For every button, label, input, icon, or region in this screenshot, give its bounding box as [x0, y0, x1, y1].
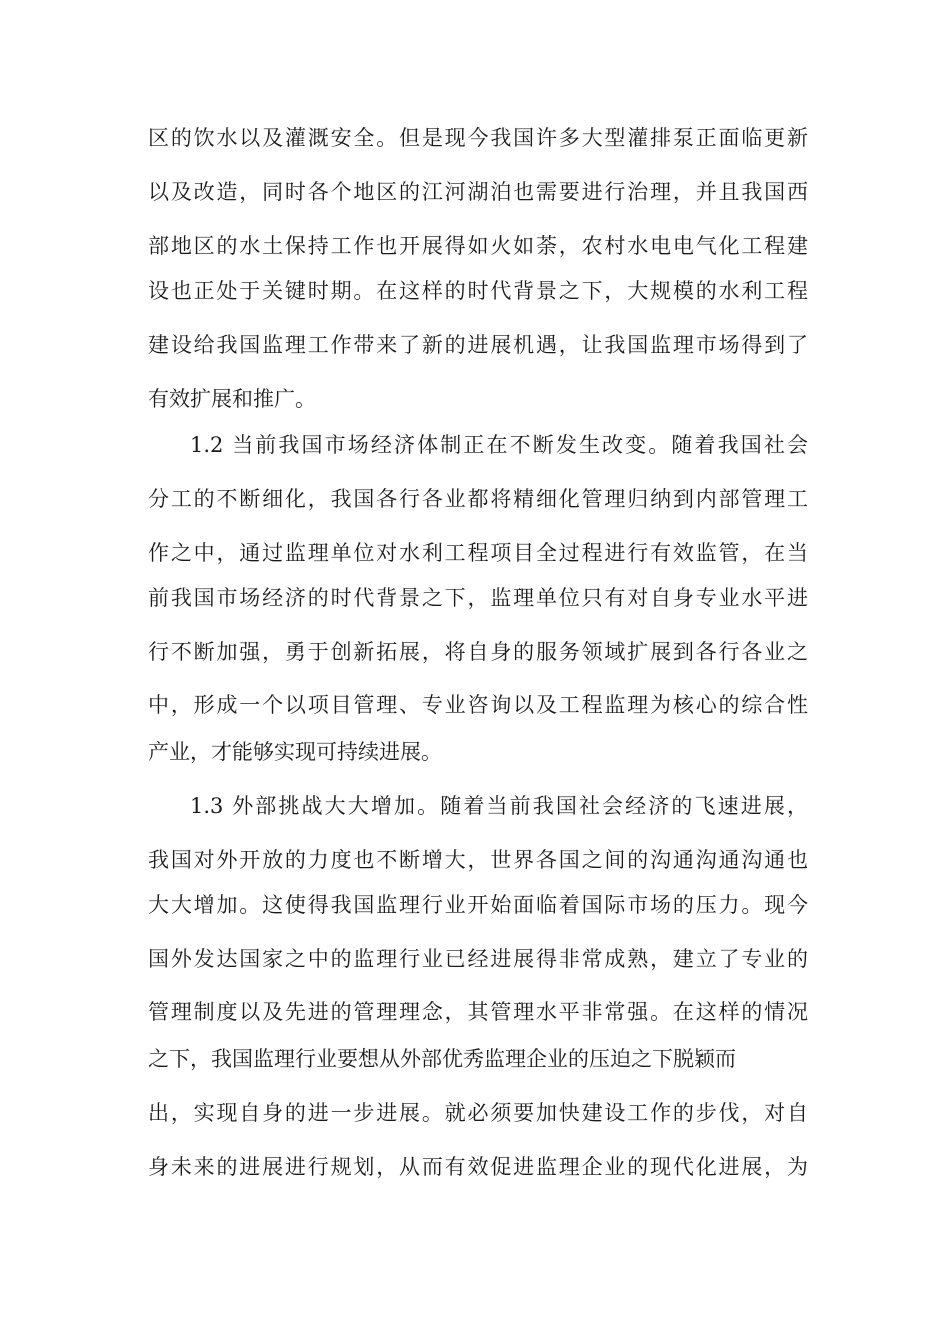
text-line: 身未来的进展进行规划，从而有效促进监理企业的现代化进展，为 [148, 1155, 808, 1179]
paragraph-heading-1-3: 1.3 外部挑战大大增加。随着当前我国社会经济的飞速进展， [190, 794, 808, 818]
text-line: 大大增加。这使得我国监理行业开始面临着国际市场的压力。现今 [148, 893, 808, 917]
paragraph-heading-1-2: 1.2 当前我国市场经济体制正在不断发生改变。随着我国社会 [190, 433, 808, 457]
text-line: 产业，才能够实现可持续进展。 [148, 740, 442, 764]
text-line: 以及改造，同时各个地区的江河湖泊也需要进行治理，并且我国西 [148, 180, 808, 204]
text-line: 设也正处于关键时期。在这样的时代背景之下，大规模的水利工程 [148, 279, 808, 303]
text-line: 我国对外开放的力度也不断增大，世界各国之间的沟通沟通沟通也 [148, 848, 808, 872]
text-line: 行不断加强，勇于创新拓展，将自身的服务领域扩展到各行各业之 [148, 640, 808, 664]
text-line: 中，形成一个以项目管理、专业咨询以及工程监理为核心的综合性 [148, 693, 808, 717]
text-line: 区的饮水以及灌溉安全。但是现今我国许多大型灌排泵正面临更新 [148, 126, 808, 150]
text-line: 出，实现自身的进一步进展。就必须要加快建设工作的步伐，对自 [148, 1101, 808, 1125]
text-line: 之下，我国监理行业要想从外部优秀监理企业的压迫之下脱颖而 [148, 1047, 736, 1071]
text-line: 部地区的水土保持工作也开展得如火如荼，农村水电电气化工程建 [148, 234, 808, 258]
text-line: 管理制度以及先进的管理理念，其管理水平非常强。在这样的情况 [148, 1000, 808, 1024]
text-line: 分工的不断细化，我国各行各业都将精细化管理归纳到内部管理工 [148, 487, 808, 511]
text-line: 国外发达国家之中的监理行业已经进展得非常成熟，建立了专业的 [148, 947, 808, 971]
text-line: 前我国市场经济的时代背景之下，监理单位只有对自身专业水平进 [148, 586, 808, 610]
text-line: 有效扩展和推广。 [148, 387, 316, 411]
text-line: 作之中，通过监理单位对水利工程项目全过程进行有效监管，在当 [148, 541, 808, 565]
text-line: 建设给我国监理工作带来了新的进展机遇，让我国监理市场得到了 [148, 333, 808, 357]
